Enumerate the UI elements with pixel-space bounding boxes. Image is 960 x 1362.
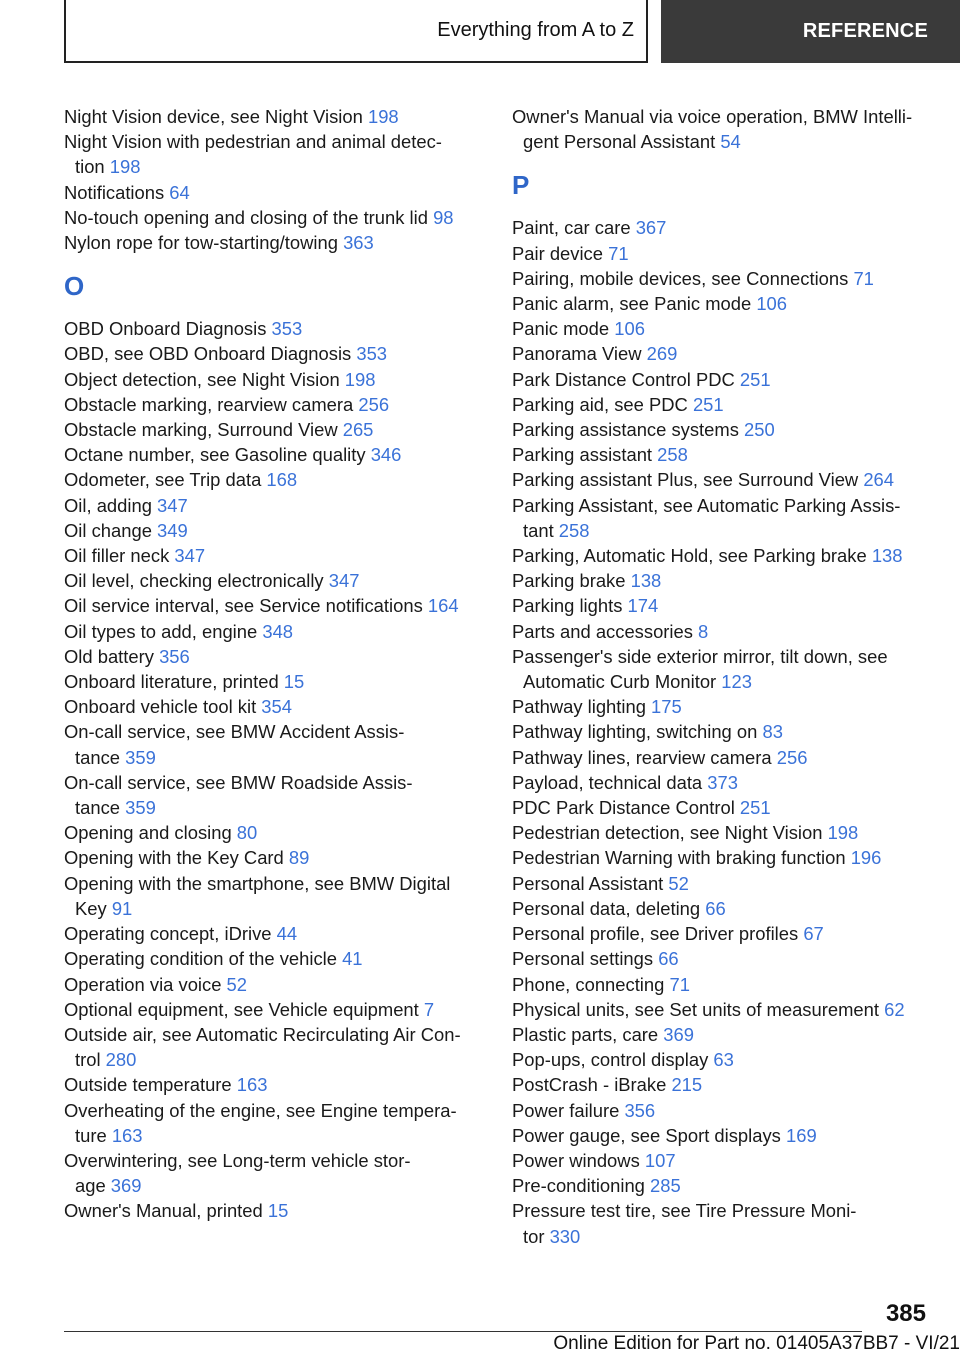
index-entry xyxy=(64,442,484,467)
index-entry xyxy=(64,820,484,845)
page-number: 385 xyxy=(885,1300,926,1327)
index-entry-text: Outside temperature xyxy=(64,1074,237,1096)
index-entry xyxy=(512,1098,932,1123)
index-entry-text: Park Distance Control PDC xyxy=(512,368,740,390)
index-page-link[interactable]: 15 xyxy=(283,671,305,693)
index-page-link[interactable]: 83 xyxy=(762,721,783,743)
index-entry-text: Panic mode xyxy=(512,318,615,340)
index-entry xyxy=(512,770,932,795)
header-chapter-tab xyxy=(661,0,960,63)
index-entry xyxy=(64,518,484,543)
index-entry xyxy=(512,442,932,467)
index-entry-text: Parking lights xyxy=(512,595,628,617)
index-entry-text: On-call service, see BMW Accident Assis- xyxy=(64,721,405,743)
index-entry xyxy=(64,619,484,644)
footer-divider xyxy=(64,1331,862,1332)
index-page-link[interactable]: 347 xyxy=(174,545,206,567)
index-page-link[interactable]: 80 xyxy=(236,822,258,844)
index-entry-text: tor xyxy=(523,1225,550,1247)
footer-edition xyxy=(553,1333,960,1355)
index-entry-text: Opening and closing xyxy=(64,822,237,844)
index-page-link[interactable]: 107 xyxy=(644,1149,676,1171)
index-page-link[interactable]: 265 xyxy=(342,419,374,441)
index-page-link[interactable]: 174 xyxy=(627,595,659,617)
index-page-link[interactable]: 359 xyxy=(125,797,156,819)
index-entry xyxy=(64,417,484,442)
index-entry xyxy=(64,104,484,129)
index-entry xyxy=(512,316,932,341)
index-entry xyxy=(64,845,484,870)
index-page-link[interactable]: 63 xyxy=(713,1049,734,1071)
index-entry-text: Pressure test tire, see Tire Pressure Moni- xyxy=(512,1200,857,1222)
index-entry-text: Parking brake xyxy=(512,570,631,592)
index-entry-text: Personal Assistant xyxy=(512,872,669,894)
index-page-link[interactable]: 346 xyxy=(370,444,402,466)
index-entry-text: OBD, see OBD Onboard Diagnosis xyxy=(64,343,357,365)
index-entry-text: Personal profile, see Driver profiles xyxy=(512,923,804,945)
index-entry-text: Phone, connecting xyxy=(512,973,670,995)
index-entry-text: Nylon rope for tow-starting/towing xyxy=(64,232,344,254)
index-page-link[interactable]: 44 xyxy=(276,923,298,945)
index-entry-text: ture xyxy=(75,1124,112,1146)
index-page-link[interactable]: 7 xyxy=(423,998,435,1020)
index-entry-text: age xyxy=(75,1175,111,1197)
index-entry xyxy=(64,770,484,820)
index-page-link[interactable]: 251 xyxy=(692,393,724,415)
index-page-link[interactable]: 330 xyxy=(549,1225,581,1247)
index-entry xyxy=(64,1072,484,1097)
index-page-link[interactable]: 256 xyxy=(358,393,390,415)
index-page-link[interactable]: 269 xyxy=(646,343,678,365)
index-entry-text: Outside air, see Automatic Recirculating Air Con- xyxy=(64,1023,461,1045)
index-entry xyxy=(64,230,484,255)
index-entry xyxy=(64,719,484,769)
index-column-left xyxy=(64,104,484,1224)
index-entry xyxy=(512,1047,932,1072)
header-chapter-title: REFERENCE xyxy=(802,20,928,42)
index-entry xyxy=(64,316,484,341)
index-entry-text: On-call service, see BMW Roadside Assis- xyxy=(64,771,413,793)
index-entry xyxy=(512,1022,932,1047)
index-page-link[interactable]: 198 xyxy=(344,368,376,390)
index-page-link[interactable]: 163 xyxy=(111,1124,143,1146)
index-entry-text: Payload, technical data xyxy=(512,771,708,793)
index-entry xyxy=(64,1098,484,1148)
index-page-link[interactable]: 64 xyxy=(169,181,190,203)
index-entry xyxy=(64,367,484,392)
index-entry-text: tion xyxy=(75,156,110,178)
index-page-link[interactable]: 138 xyxy=(630,570,662,592)
index-entry-text: Object detection, see Night Vision xyxy=(64,368,345,390)
index-entry xyxy=(512,266,932,291)
index-page-link[interactable]: 198 xyxy=(109,156,141,178)
index-entry xyxy=(64,180,484,205)
index-entry-text: Pedestrian detection, see Night Vision xyxy=(512,822,828,844)
index-column-right xyxy=(512,104,932,1249)
index-entry xyxy=(64,593,484,618)
index-page-link[interactable]: 66 xyxy=(658,948,679,970)
index-entry-text: gent Personal Assistant xyxy=(523,131,721,153)
index-entry xyxy=(512,215,932,240)
index-entry xyxy=(512,493,932,543)
index-entry-text: Night Vision with pedestrian and animal detec- xyxy=(64,131,442,153)
index-page-link[interactable]: 54 xyxy=(720,131,741,153)
header-section-title: Everything from A to Z xyxy=(437,19,634,41)
index-entry xyxy=(64,568,484,593)
index-entry xyxy=(512,972,932,997)
index-entry-text: Power gauge, see Sport displays xyxy=(512,1124,786,1146)
index-entry-text: Parking assistance systems xyxy=(512,419,745,441)
index-entry xyxy=(512,341,932,366)
index-page-link[interactable]: 347 xyxy=(157,494,188,516)
index-entry-text: Onboard literature, printed xyxy=(64,671,284,693)
index-entry xyxy=(64,205,484,230)
index-page-link[interactable]: 369 xyxy=(110,1175,142,1197)
index-entry-text: Owner's Manual, printed xyxy=(64,1200,268,1222)
index-page-link[interactable]: 280 xyxy=(105,1049,137,1071)
index-entry xyxy=(512,719,932,744)
index-entry xyxy=(512,644,932,694)
index-entry-text: trol xyxy=(75,1049,106,1071)
index-entry-text: Pathway lighting, switching on xyxy=(512,721,763,743)
index-page-link[interactable]: 367 xyxy=(635,217,667,239)
index-page-link[interactable]: 373 xyxy=(707,771,738,793)
index-entry xyxy=(64,921,484,946)
index-entry-text: Pathway lines, rearview camera xyxy=(512,746,777,768)
index-entry-text: Physical units, see Set units of measurement xyxy=(512,998,885,1020)
index-entry-text: PostCrash - iBrake xyxy=(512,1074,672,1096)
index-page-link[interactable]: 264 xyxy=(863,469,894,491)
index-page-link[interactable]: 353 xyxy=(271,318,303,340)
index-entry xyxy=(512,241,932,266)
index-page-link[interactable]: 71 xyxy=(669,973,690,995)
index-page-link[interactable]: 91 xyxy=(111,897,133,919)
index-page-link[interactable]: 123 xyxy=(721,671,752,693)
index-entry xyxy=(512,467,932,492)
index-entry-text: Automatic Curb Monitor xyxy=(523,671,722,693)
index-page-link[interactable]: 71 xyxy=(608,242,629,264)
index-entry xyxy=(512,871,932,896)
index-entry xyxy=(64,493,484,518)
index-entry xyxy=(64,392,484,417)
index-entry xyxy=(64,1022,484,1072)
index-entry-text: Power failure xyxy=(512,1099,625,1121)
index-entry-text: Panorama View xyxy=(512,343,647,365)
index-entry xyxy=(64,694,484,719)
index-page-link[interactable]: 356 xyxy=(159,645,190,667)
index-page-link[interactable]: 347 xyxy=(328,570,360,592)
footer-edition-text: Online Edition for Part no. 01405A37BB7 - VI/21 xyxy=(553,1333,960,1354)
index-entry-text: Opening with the Key Card xyxy=(64,847,289,869)
index-entry xyxy=(512,745,932,770)
index-page-link[interactable]: 285 xyxy=(650,1175,681,1197)
index-entry-text: Pedestrian Warning with braking function xyxy=(512,847,851,869)
index-entry-text: Parking Assistant, see Automatic Parking Assis- xyxy=(512,494,901,516)
index-entry-text: Onboard vehicle tool kit xyxy=(64,696,262,718)
index-page-link[interactable]: 52 xyxy=(668,872,689,894)
index-page-link[interactable]: 62 xyxy=(884,998,905,1020)
index-page-link[interactable]: 15 xyxy=(267,1200,289,1222)
index-page-link[interactable]: 196 xyxy=(850,847,882,869)
index-entry xyxy=(64,1148,484,1198)
index-entry-text: Pop-ups, control display xyxy=(512,1049,714,1071)
index-entry xyxy=(512,291,932,316)
index-entry-text: Obstacle marking, Surround View xyxy=(64,419,343,441)
index-entry-text: Oil types to add, engine xyxy=(64,620,263,642)
index-entry-text: Key xyxy=(75,897,112,919)
index-entry xyxy=(512,1173,932,1198)
index-page-link[interactable]: 169 xyxy=(785,1124,817,1146)
index-page-link[interactable]: 349 xyxy=(157,519,188,541)
index-entry-text: Parking assistant Plus, see Surround View xyxy=(512,469,864,491)
index-entry-text: Passenger's side exterior mirror, tilt down, see xyxy=(512,645,888,667)
index-entry xyxy=(64,972,484,997)
index-entry xyxy=(64,997,484,1022)
index-page-link[interactable]: 356 xyxy=(624,1099,656,1121)
index-entry-text: Paint, car care xyxy=(512,217,636,239)
index-page-link[interactable]: 258 xyxy=(657,444,688,466)
index-page-link[interactable]: 258 xyxy=(558,519,590,541)
index-entry-text: Pairing, mobile devices, see Connections xyxy=(512,267,854,289)
index-entry-text: Octane number, see Gasoline quality xyxy=(64,444,371,466)
index-entry xyxy=(512,997,932,1022)
index-entry-text: tance xyxy=(75,746,126,768)
index-letter-heading: P xyxy=(512,170,530,201)
index-entry-text: Pair device xyxy=(512,242,609,264)
index-entry-text: No-touch opening and closing of the trunk lid xyxy=(64,206,434,228)
index-entry-text: Parking assistant xyxy=(512,444,658,466)
index-entry-text: Power windows xyxy=(512,1149,645,1171)
index-entry xyxy=(512,367,932,392)
index-entry xyxy=(512,417,932,442)
index-entry-text: Panic alarm, see Panic mode xyxy=(512,293,757,315)
index-page-link[interactable]: 175 xyxy=(651,696,682,718)
index-entry xyxy=(64,669,484,694)
index-entry xyxy=(64,946,484,971)
index-entry-text: Obstacle marking, rearview camera xyxy=(64,393,359,415)
index-page-link[interactable]: 369 xyxy=(663,1023,694,1045)
index-entry-text: Personal data, deleting xyxy=(512,897,706,919)
index-entry-text: Parking, Automatic Hold, see Parking brake xyxy=(512,545,872,567)
index-entry-text: Optional equipment, see Vehicle equipment xyxy=(64,998,424,1020)
index-letter-heading: O xyxy=(64,271,85,302)
index-page-link[interactable]: 251 xyxy=(739,797,771,819)
index-page-link[interactable]: 251 xyxy=(739,368,771,390)
index-page-link[interactable]: 363 xyxy=(343,232,374,254)
index-entry-text: Oil change xyxy=(64,519,158,541)
index-entry-text: Parts and accessories xyxy=(512,620,699,642)
index-entry xyxy=(512,593,932,618)
index-page-link[interactable]: 138 xyxy=(871,545,903,567)
index-entry-text: Operation via voice xyxy=(64,973,227,995)
index-entry-text: Operating concept, iDrive xyxy=(64,923,277,945)
index-entry xyxy=(512,619,932,644)
index-entry xyxy=(512,921,932,946)
index-entry-text: Oil, adding xyxy=(64,494,158,516)
index-entry xyxy=(64,1198,484,1223)
index-entry-text: Oil level, checking electronically xyxy=(64,570,329,592)
index-entry xyxy=(512,543,932,568)
index-page-link[interactable]: 198 xyxy=(367,106,399,127)
index-entry-text: Operating condition of the vehicle xyxy=(64,948,343,970)
index-page-link[interactable]: 198 xyxy=(827,822,859,844)
index-entry-text: Owner's Manual via voice operation, BMW Intelli- xyxy=(512,106,913,127)
index-entry xyxy=(512,946,932,971)
index-page-link[interactable]: 163 xyxy=(236,1074,268,1096)
index-entry-text: tant xyxy=(523,519,559,541)
index-entry xyxy=(512,1198,932,1248)
index-entry-text: tance xyxy=(75,797,126,819)
index-entry-text: Oil filler neck xyxy=(64,545,175,567)
index-page-link[interactable]: 52 xyxy=(226,973,248,995)
index-page-link[interactable]: 354 xyxy=(261,696,292,718)
index-entry-text: Parking aid, see PDC xyxy=(512,393,693,415)
index-entry-text: OBD Onboard Diagnosis xyxy=(64,318,272,340)
index-page-link[interactable]: 164 xyxy=(427,595,459,617)
index-entry xyxy=(512,392,932,417)
index-entry xyxy=(512,820,932,845)
index-entry-text: Notifications xyxy=(64,181,170,203)
index-entry-text: Opening with the smartphone, see BMW Digital xyxy=(64,872,451,894)
index-page-link[interactable]: 8 xyxy=(698,620,709,642)
index-entry xyxy=(64,871,484,921)
index-page-link[interactable]: 250 xyxy=(744,419,775,441)
header-section-tab xyxy=(64,0,648,63)
index-page-link[interactable]: 353 xyxy=(356,343,388,365)
index-entry-text: Old battery xyxy=(64,645,160,667)
index-entry xyxy=(512,1072,932,1097)
index-entry xyxy=(512,1123,932,1148)
index-entry-text: Plastic parts, care xyxy=(512,1023,664,1045)
index-entry xyxy=(64,341,484,366)
index-entry-text: Pathway lighting xyxy=(512,696,652,718)
index-page-link[interactable]: 215 xyxy=(671,1074,703,1096)
index-entry xyxy=(64,644,484,669)
index-entry-text: Overwintering, see Long-term vehicle stor- xyxy=(64,1149,411,1171)
index-page-link[interactable]: 41 xyxy=(342,948,363,970)
index-page-link[interactable]: 67 xyxy=(803,923,824,945)
index-page-link[interactable]: 71 xyxy=(853,267,874,289)
index-page-link[interactable]: 359 xyxy=(125,746,156,768)
index-entry xyxy=(512,104,932,154)
index-entry-text: Personal settings xyxy=(512,948,659,970)
index-page-link[interactable]: 168 xyxy=(266,469,298,491)
index-page-link[interactable]: 106 xyxy=(756,293,787,315)
index-entry xyxy=(512,1148,932,1173)
index-page-link[interactable]: 89 xyxy=(288,847,310,869)
index-entry xyxy=(64,129,484,179)
index-entry xyxy=(512,896,932,921)
index-entry xyxy=(64,467,484,492)
index-entry-text: Odometer, see Trip data xyxy=(64,469,267,491)
index-entry-text: PDC Park Distance Control xyxy=(512,797,740,819)
index-page-link[interactable]: 256 xyxy=(776,746,808,768)
index-entry-text: Pre-conditioning xyxy=(512,1175,651,1197)
index-entry xyxy=(512,795,932,820)
index-entry-text: Oil service interval, see Service notifications xyxy=(64,595,428,617)
index-entry xyxy=(512,568,932,593)
index-entry xyxy=(512,694,932,719)
index-entry-text: Night Vision device, see Night Vision xyxy=(64,106,368,127)
index-page-link[interactable]: 348 xyxy=(262,620,294,642)
index-entry xyxy=(64,543,484,568)
index-page-link[interactable]: 106 xyxy=(614,318,645,340)
index-page-link[interactable]: 98 xyxy=(433,206,454,228)
index-entry-text: Overheating of the engine, see Engine tempera- xyxy=(64,1099,457,1121)
index-entry xyxy=(512,845,932,870)
index-page-link[interactable]: 66 xyxy=(705,897,726,919)
